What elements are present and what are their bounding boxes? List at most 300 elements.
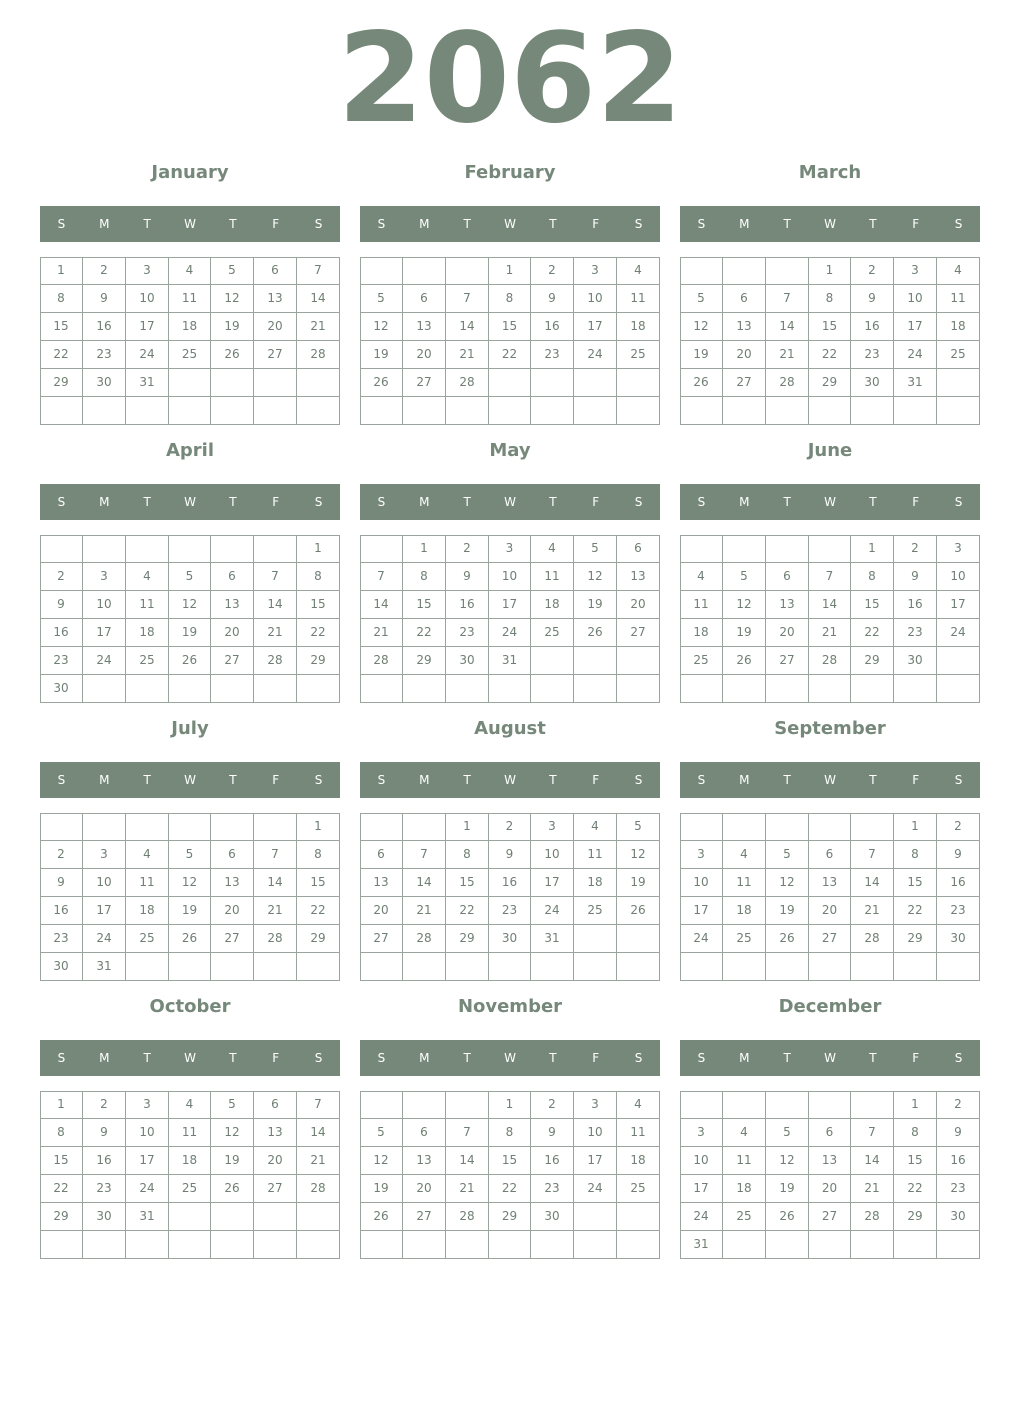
day-cell: 15 xyxy=(40,313,83,341)
day-cell: 19 xyxy=(211,1147,254,1175)
empty-day-cell xyxy=(531,1231,574,1259)
empty-day-cell xyxy=(766,397,809,425)
day-cell: 6 xyxy=(403,285,446,313)
empty-day-cell xyxy=(254,813,297,841)
day-cell: 19 xyxy=(574,591,617,619)
empty-day-cell xyxy=(937,953,980,981)
empty-day-cell xyxy=(83,535,126,563)
empty-day-cell xyxy=(680,397,723,425)
empty-day-cell xyxy=(489,369,531,397)
day-cell: 21 xyxy=(446,341,489,369)
day-cell: 20 xyxy=(809,1175,851,1203)
day-cell: 20 xyxy=(254,1147,297,1175)
day-cell: 21 xyxy=(254,897,297,925)
weekday-label: F xyxy=(912,773,920,787)
day-cell: 28 xyxy=(446,369,489,397)
day-cell: 5 xyxy=(360,1119,403,1147)
day-cell: 25 xyxy=(680,647,723,675)
empty-day-cell xyxy=(809,1231,851,1259)
day-cell: 22 xyxy=(297,619,340,647)
day-cell: 16 xyxy=(894,591,937,619)
day-cell: 28 xyxy=(851,1203,894,1231)
day-cell: 11 xyxy=(723,869,766,897)
empty-day-cell xyxy=(83,397,126,425)
day-cell: 14 xyxy=(851,869,894,897)
day-cell: 12 xyxy=(169,869,211,897)
weekday-label: M xyxy=(419,773,430,787)
day-cell: 28 xyxy=(254,925,297,953)
weekday-label: W xyxy=(824,217,836,231)
day-cell: 13 xyxy=(403,1147,446,1175)
day-cell: 20 xyxy=(211,897,254,925)
day-cell: 9 xyxy=(40,869,83,897)
day-cell: 18 xyxy=(937,313,980,341)
day-cell: 8 xyxy=(403,563,446,591)
day-cell: 12 xyxy=(766,1147,809,1175)
empty-day-cell xyxy=(617,675,660,703)
day-cell: 30 xyxy=(489,925,531,953)
empty-day-cell xyxy=(723,953,766,981)
empty-day-cell xyxy=(211,397,254,425)
day-cell: 16 xyxy=(531,313,574,341)
day-cell: 15 xyxy=(894,869,937,897)
day-cell: 2 xyxy=(894,535,937,563)
empty-day-cell xyxy=(680,1091,723,1119)
day-cell: 27 xyxy=(254,1175,297,1203)
empty-day-cell xyxy=(574,925,617,953)
day-cell: 1 xyxy=(894,813,937,841)
empty-day-cell xyxy=(851,813,894,841)
empty-day-cell xyxy=(403,675,446,703)
weekday-label: W xyxy=(824,773,836,787)
empty-day-cell xyxy=(723,813,766,841)
empty-day-cell xyxy=(809,813,851,841)
empty-day-cell xyxy=(169,953,211,981)
empty-day-cell xyxy=(403,813,446,841)
empty-day-cell xyxy=(680,257,723,285)
weekday-label: S xyxy=(954,495,963,509)
days-grid xyxy=(40,257,340,425)
weekday-label: F xyxy=(272,217,280,231)
day-cell: 29 xyxy=(446,925,489,953)
day-cell: 2 xyxy=(937,1091,980,1119)
day-cell: 8 xyxy=(489,285,531,313)
day-cell: 1 xyxy=(894,1091,937,1119)
day-cell: 29 xyxy=(297,647,340,675)
day-cell: 31 xyxy=(83,953,126,981)
day-cell: 10 xyxy=(489,563,531,591)
weekday-label: W xyxy=(504,495,516,509)
day-cell: 11 xyxy=(723,1147,766,1175)
day-cell: 9 xyxy=(489,841,531,869)
weekday-label: T xyxy=(783,1051,791,1065)
day-cell: 28 xyxy=(766,369,809,397)
day-cell: 1 xyxy=(297,813,340,841)
day-cell: 17 xyxy=(126,1147,169,1175)
day-cell: 20 xyxy=(403,1175,446,1203)
weekday-label: S xyxy=(377,1051,386,1065)
empty-day-cell xyxy=(851,953,894,981)
empty-day-cell xyxy=(766,1091,809,1119)
day-cell: 26 xyxy=(211,1175,254,1203)
day-cell: 3 xyxy=(680,841,723,869)
empty-day-cell xyxy=(809,953,851,981)
day-cell: 26 xyxy=(723,647,766,675)
empty-day-cell xyxy=(169,397,211,425)
day-cell: 10 xyxy=(574,285,617,313)
empty-day-cell xyxy=(531,675,574,703)
day-cell: 9 xyxy=(894,563,937,591)
weekday-header xyxy=(680,762,980,798)
empty-day-cell xyxy=(851,1091,894,1119)
day-cell: 14 xyxy=(809,591,851,619)
day-cell: 16 xyxy=(531,1147,574,1175)
day-cell: 6 xyxy=(809,841,851,869)
day-cell: 10 xyxy=(83,869,126,897)
weekday-label: S xyxy=(954,773,963,787)
month-name: February xyxy=(464,162,556,183)
weekday-label: S xyxy=(57,495,66,509)
day-cell: 15 xyxy=(894,1147,937,1175)
day-cell: 10 xyxy=(680,1147,723,1175)
day-cell: 8 xyxy=(297,563,340,591)
day-cell: 21 xyxy=(766,341,809,369)
weekday-label: M xyxy=(99,1051,110,1065)
empty-day-cell xyxy=(489,953,531,981)
days-grid xyxy=(360,1091,660,1259)
day-cell: 23 xyxy=(937,1175,980,1203)
day-cell: 31 xyxy=(894,369,937,397)
day-cell: 5 xyxy=(360,285,403,313)
day-cell: 23 xyxy=(40,925,83,953)
empty-day-cell xyxy=(809,675,851,703)
day-cell: 21 xyxy=(297,313,340,341)
day-cell: 2 xyxy=(531,1091,574,1119)
weekday-label: S xyxy=(634,1051,643,1065)
day-cell: 8 xyxy=(297,841,340,869)
weekday-label: T xyxy=(229,217,237,231)
weekday-label: S xyxy=(377,495,386,509)
day-cell: 16 xyxy=(851,313,894,341)
day-cell: 19 xyxy=(169,897,211,925)
day-cell: 17 xyxy=(83,897,126,925)
day-cell: 23 xyxy=(83,341,126,369)
day-cell: 3 xyxy=(894,257,937,285)
days-grid xyxy=(360,535,660,703)
day-cell: 26 xyxy=(169,925,211,953)
day-cell: 15 xyxy=(40,1147,83,1175)
day-cell: 25 xyxy=(617,1175,660,1203)
weekday-header xyxy=(680,206,980,242)
day-cell: 27 xyxy=(211,647,254,675)
day-cell: 3 xyxy=(83,841,126,869)
day-cell: 25 xyxy=(126,925,169,953)
empty-day-cell xyxy=(766,535,809,563)
day-cell: 2 xyxy=(489,813,531,841)
day-cell: 12 xyxy=(723,591,766,619)
day-cell: 13 xyxy=(211,591,254,619)
day-cell: 20 xyxy=(723,341,766,369)
day-cell: 19 xyxy=(723,619,766,647)
empty-day-cell xyxy=(83,813,126,841)
day-cell: 17 xyxy=(83,619,126,647)
weekday-header xyxy=(360,1040,660,1076)
empty-day-cell xyxy=(851,1231,894,1259)
day-cell: 7 xyxy=(297,257,340,285)
empty-day-cell xyxy=(360,257,403,285)
weekday-label: S xyxy=(57,773,66,787)
day-cell: 8 xyxy=(40,285,83,313)
day-cell: 22 xyxy=(446,897,489,925)
day-cell: 28 xyxy=(254,647,297,675)
day-cell: 21 xyxy=(360,619,403,647)
day-cell: 1 xyxy=(809,257,851,285)
day-cell: 16 xyxy=(83,313,126,341)
empty-day-cell xyxy=(211,369,254,397)
weekday-label: M xyxy=(739,217,750,231)
weekday-label: S xyxy=(634,773,643,787)
empty-day-cell xyxy=(446,675,489,703)
day-cell: 24 xyxy=(680,1203,723,1231)
day-cell: 23 xyxy=(489,897,531,925)
day-cell: 6 xyxy=(254,1091,297,1119)
month-name: April xyxy=(165,440,215,461)
day-cell: 24 xyxy=(574,341,617,369)
empty-day-cell xyxy=(360,1231,403,1259)
weekday-label: W xyxy=(504,217,516,231)
day-cell: 15 xyxy=(489,1147,531,1175)
day-cell: 29 xyxy=(403,647,446,675)
empty-day-cell xyxy=(809,535,851,563)
empty-day-cell xyxy=(531,647,574,675)
day-cell: 14 xyxy=(297,285,340,313)
day-cell: 5 xyxy=(680,285,723,313)
empty-day-cell xyxy=(211,675,254,703)
day-cell: 12 xyxy=(360,1147,403,1175)
month-name: May xyxy=(489,440,531,461)
days-grid xyxy=(680,257,980,425)
day-cell: 27 xyxy=(809,1203,851,1231)
empty-day-cell xyxy=(169,369,211,397)
day-cell: 9 xyxy=(40,591,83,619)
day-cell: 6 xyxy=(403,1119,446,1147)
empty-day-cell xyxy=(403,1091,446,1119)
day-cell: 11 xyxy=(574,841,617,869)
days-grid xyxy=(40,535,340,703)
day-cell: 29 xyxy=(489,1203,531,1231)
empty-day-cell xyxy=(403,1231,446,1259)
empty-day-cell xyxy=(40,397,83,425)
day-cell: 17 xyxy=(574,313,617,341)
day-cell: 6 xyxy=(723,285,766,313)
empty-day-cell xyxy=(723,675,766,703)
empty-day-cell xyxy=(211,1203,254,1231)
day-cell: 23 xyxy=(937,897,980,925)
day-cell: 24 xyxy=(489,619,531,647)
day-cell: 22 xyxy=(297,897,340,925)
day-cell: 5 xyxy=(766,1119,809,1147)
day-cell: 18 xyxy=(723,1175,766,1203)
day-cell: 29 xyxy=(40,1203,83,1231)
day-cell: 15 xyxy=(446,869,489,897)
weekday-label: S xyxy=(314,773,323,787)
weekday-header xyxy=(40,206,340,242)
day-cell: 27 xyxy=(766,647,809,675)
empty-day-cell xyxy=(574,369,617,397)
empty-day-cell xyxy=(360,535,403,563)
day-cell: 6 xyxy=(617,535,660,563)
empty-day-cell xyxy=(937,647,980,675)
day-cell: 1 xyxy=(297,535,340,563)
day-cell: 25 xyxy=(169,341,211,369)
day-cell: 4 xyxy=(723,1119,766,1147)
day-cell: 20 xyxy=(617,591,660,619)
day-cell: 24 xyxy=(937,619,980,647)
day-cell: 4 xyxy=(126,563,169,591)
day-cell: 24 xyxy=(680,925,723,953)
day-cell: 17 xyxy=(531,869,574,897)
day-cell: 27 xyxy=(211,925,254,953)
weekday-label: T xyxy=(463,495,471,509)
day-cell: 2 xyxy=(851,257,894,285)
weekday-label: S xyxy=(634,495,643,509)
day-cell: 21 xyxy=(851,1175,894,1203)
weekday-label: M xyxy=(99,495,110,509)
empty-day-cell xyxy=(446,397,489,425)
day-cell: 16 xyxy=(937,869,980,897)
day-cell: 3 xyxy=(489,535,531,563)
day-cell: 14 xyxy=(851,1147,894,1175)
day-cell: 3 xyxy=(83,563,126,591)
empty-day-cell xyxy=(617,397,660,425)
day-cell: 23 xyxy=(531,1175,574,1203)
empty-day-cell xyxy=(617,1231,660,1259)
day-cell: 19 xyxy=(211,313,254,341)
month-name: January xyxy=(151,162,229,183)
day-cell: 28 xyxy=(360,647,403,675)
day-cell: 8 xyxy=(809,285,851,313)
day-cell: 1 xyxy=(40,1091,83,1119)
empty-day-cell xyxy=(360,1091,403,1119)
day-cell: 18 xyxy=(531,591,574,619)
empty-day-cell xyxy=(723,535,766,563)
day-cell: 25 xyxy=(531,619,574,647)
day-cell: 28 xyxy=(403,925,446,953)
day-cell: 3 xyxy=(126,1091,169,1119)
weekday-label: S xyxy=(377,773,386,787)
day-cell: 23 xyxy=(851,341,894,369)
empty-day-cell xyxy=(126,675,169,703)
days-grid xyxy=(680,813,980,981)
empty-day-cell xyxy=(254,953,297,981)
day-cell: 21 xyxy=(446,1175,489,1203)
empty-day-cell xyxy=(574,647,617,675)
day-cell: 10 xyxy=(574,1119,617,1147)
day-cell: 26 xyxy=(360,1203,403,1231)
day-cell: 3 xyxy=(531,813,574,841)
empty-day-cell xyxy=(766,1231,809,1259)
day-cell: 9 xyxy=(446,563,489,591)
day-cell: 19 xyxy=(169,619,211,647)
day-cell: 31 xyxy=(126,1203,169,1231)
weekday-label: F xyxy=(272,1051,280,1065)
day-cell: 12 xyxy=(169,591,211,619)
empty-day-cell xyxy=(574,1203,617,1231)
empty-day-cell xyxy=(617,925,660,953)
weekday-label: T xyxy=(463,217,471,231)
day-cell: 9 xyxy=(937,1119,980,1147)
weekday-label: F xyxy=(272,495,280,509)
day-cell: 27 xyxy=(254,341,297,369)
day-cell: 30 xyxy=(446,647,489,675)
day-cell: 10 xyxy=(531,841,574,869)
weekday-label: T xyxy=(869,773,877,787)
day-cell: 30 xyxy=(894,647,937,675)
day-cell: 19 xyxy=(617,869,660,897)
day-cell: 31 xyxy=(489,647,531,675)
day-cell: 17 xyxy=(126,313,169,341)
day-cell: 2 xyxy=(83,1091,126,1119)
days-grid xyxy=(680,535,980,703)
day-cell: 3 xyxy=(126,257,169,285)
empty-day-cell xyxy=(680,953,723,981)
day-cell: 22 xyxy=(403,619,446,647)
day-cell: 17 xyxy=(680,897,723,925)
day-cell: 20 xyxy=(211,619,254,647)
weekday-label: F xyxy=(592,773,600,787)
weekday-label: T xyxy=(463,1051,471,1065)
empty-day-cell xyxy=(723,397,766,425)
day-cell: 6 xyxy=(211,841,254,869)
day-cell: 22 xyxy=(40,341,83,369)
empty-day-cell xyxy=(254,675,297,703)
day-cell: 9 xyxy=(83,285,126,313)
weekday-label: M xyxy=(99,773,110,787)
empty-day-cell xyxy=(446,1231,489,1259)
day-cell: 3 xyxy=(574,1091,617,1119)
day-cell: 14 xyxy=(254,591,297,619)
empty-day-cell xyxy=(894,953,937,981)
weekday-label: F xyxy=(912,217,920,231)
days-grid xyxy=(40,1091,340,1259)
empty-day-cell xyxy=(809,1091,851,1119)
month-name: October xyxy=(149,996,231,1017)
weekday-label: W xyxy=(824,495,836,509)
day-cell: 18 xyxy=(617,1147,660,1175)
weekday-label: S xyxy=(697,773,706,787)
weekday-header xyxy=(360,762,660,798)
empty-day-cell xyxy=(766,257,809,285)
day-cell: 24 xyxy=(126,341,169,369)
weekday-label: W xyxy=(184,217,196,231)
empty-day-cell xyxy=(360,675,403,703)
day-cell: 4 xyxy=(126,841,169,869)
day-cell: 9 xyxy=(851,285,894,313)
empty-day-cell xyxy=(126,397,169,425)
day-cell: 23 xyxy=(894,619,937,647)
empty-day-cell xyxy=(126,953,169,981)
day-cell: 9 xyxy=(83,1119,126,1147)
day-cell: 20 xyxy=(360,897,403,925)
day-cell: 5 xyxy=(617,813,660,841)
weekday-label: M xyxy=(739,495,750,509)
day-cell: 14 xyxy=(297,1119,340,1147)
day-cell: 19 xyxy=(766,1175,809,1203)
weekday-label: T xyxy=(549,773,557,787)
day-cell: 21 xyxy=(297,1147,340,1175)
day-cell: 4 xyxy=(723,841,766,869)
empty-day-cell xyxy=(574,397,617,425)
